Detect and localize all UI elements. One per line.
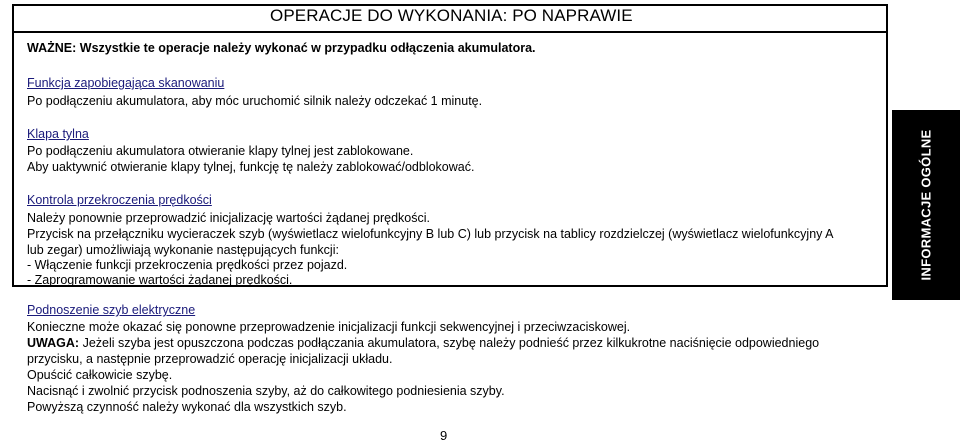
uwaga-text: Jeżeli szyba jest opuszczona podczas podłączania akumulatora, szybę należy podnieść przez kilkukrotne naciśnięcie odpowiedniego [82,336,820,350]
section-line-uwaga [27,337,819,350]
page-title: OPERACJE DO WYKONANIA: PO NAPRAWIE [270,6,633,25]
section-heading-anti-scan: Funkcja zapobiegająca skanowaniu [27,76,225,90]
section-line: Po podłączeniu akumulatora, aby móc uruchomić silnik należy odczekać 1 minutę. [27,94,483,108]
section-heading-speed-control: Kontrola przekroczenia prędkości [27,193,212,207]
section-line: przycisku, a następnie przeprowadzić operację inicjalizacji układu. [27,352,393,366]
section-line: Przycisk na przełączniku wycieraczek szyb (wyświetlacz wielofunkcyjny B lub C) lub przycisk na tablicy rozdzielczej (wyświetlacz wielofunkcyjny A [27,227,834,241]
section-line: Konieczne może okazać się ponowne przeprowadzenie inicjalizacji funkcji sekwencyjnej i przeciwzaciskowej. [27,320,631,334]
section-heading-power-windows: Podnoszenie szyb elektryczne [27,303,196,317]
page-number: 9 [440,428,448,442]
section-line: Po podłączeniu akumulatora otwieranie klapy tylnej jest zablokowane. [27,144,414,158]
section-heading-tailgate: Klapa tylna [27,127,89,141]
uwaga-label: UWAGA: [27,336,80,350]
warning-text: WAŻNE: Wszystkie te operacje należy wykonać w przypadku odłączenia akumulatora. [27,41,536,55]
section-line: lub zegar) umożliwiają wykonanie następujących funkcji: [27,243,339,257]
section-line: - Zaprogramowanie wartości żądanej prędkości. [27,273,293,287]
section-line: Opuścić całkowicie szybę. [27,368,173,382]
side-tab-label: INFORMACJE OGÓLNE [918,129,934,281]
section-line: Aby uaktywnić otwieranie klapy tylnej, funkcję tę należy zablokować/odblokować. [27,160,475,174]
section-line: Nacisnąć i zwolnić przycisk podnoszenia szyby, aż do całkowitego podniesienia szyby. [27,384,505,398]
section-line: Powyższą czynność należy wykonać dla wszystkich szyb. [27,400,347,414]
section-line: - Włączenie funkcji przekroczenia prędkości przez pojazd. [27,258,348,272]
title-divider [14,31,886,33]
section-line: Należy ponownie przeprowadzić inicjalizację wartości żądanej prędkości. [27,211,430,225]
